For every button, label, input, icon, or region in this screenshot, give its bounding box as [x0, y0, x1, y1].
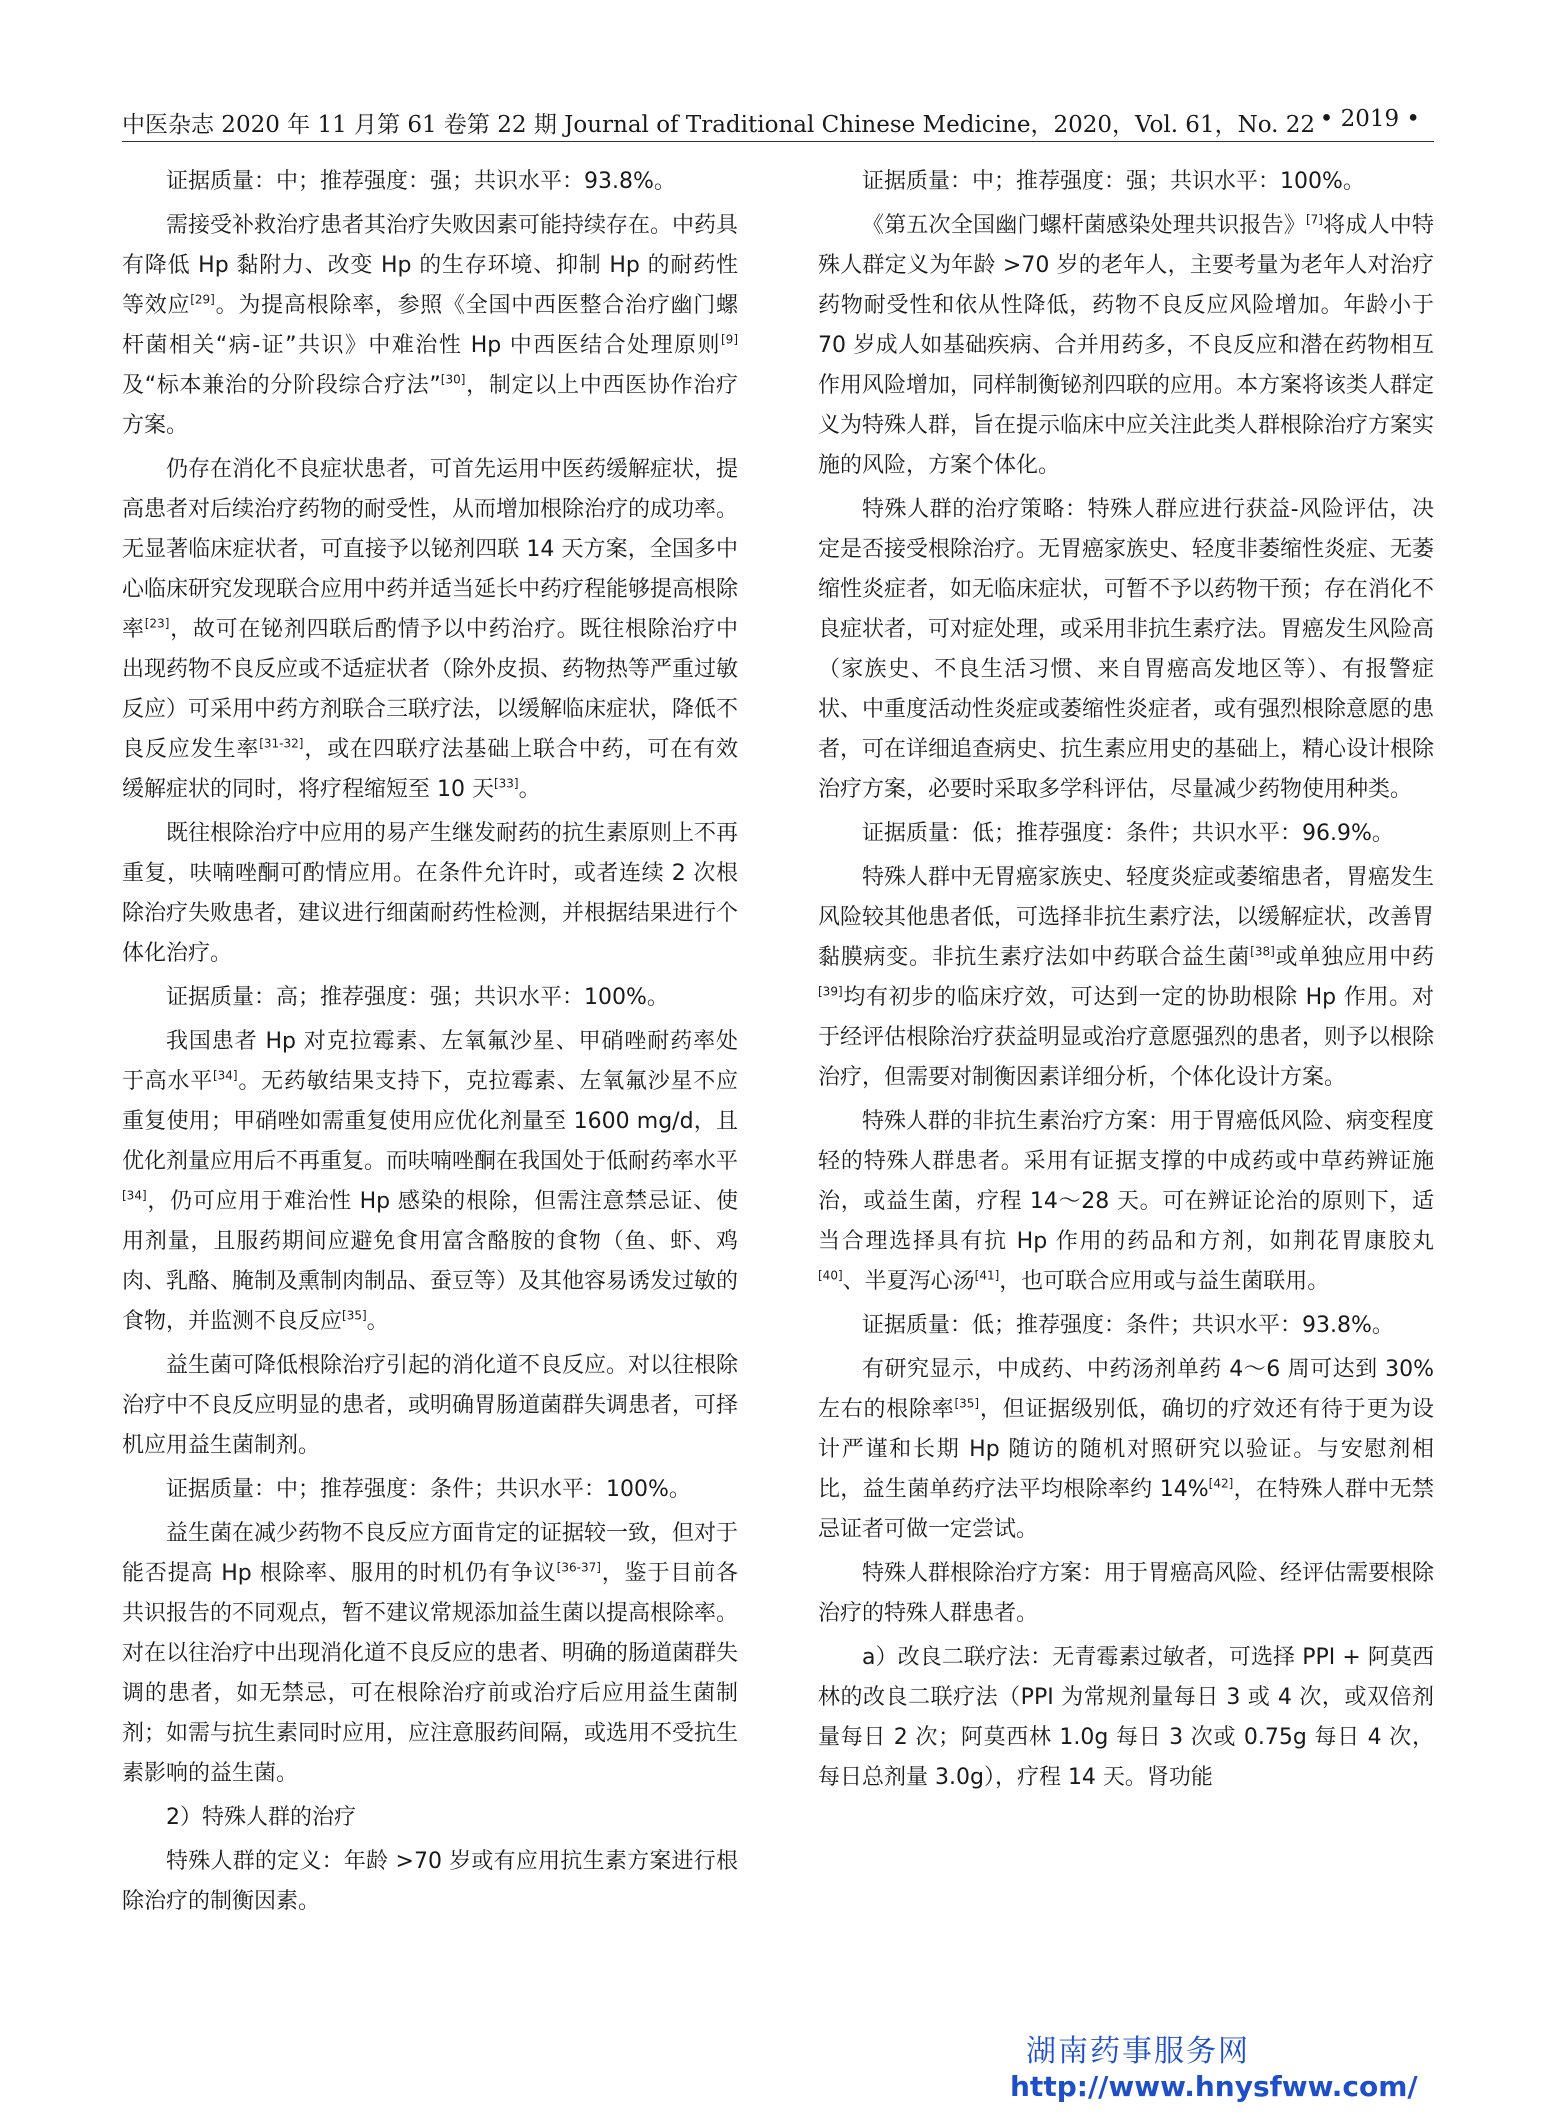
site-watermark [1010, 2034, 1450, 2104]
paragraph: 特殊人群的定义：年龄 >70 岁或有应用抗生素方案进行根除治疗的制衡因素。 [122, 1849, 738, 1914]
page-number: • 2019 • [1319, 106, 1420, 132]
section-heading: 2）特殊人群的治疗 [166, 1805, 356, 1830]
evidence-statement: 证据质量：中；推荐强度：条件；共识水平：100%。 [166, 1477, 691, 1502]
running-header [122, 102, 1434, 142]
evidence-statement: 证据质量：中；推荐强度：强；共识水平：100%。 [862, 169, 1365, 194]
watermark-url: http://www.hnysfww.com/ [1010, 2070, 1418, 2103]
paragraph: 益生菌在减少药物不良反应方面肯定的证据较一致，但对于能否提高 Hp 根除率、服用的时机仍有争议[36-37]，鉴于目前各共识报告的不同观点，暂不建议常规添加益生菌以提高根除率。对在以往治疗中出现消化道不良反应的患者、明确的肠道菌群失调的患者，如无禁忌，可在根除治疗前或治疗后应用益生菌制剂；如需与抗生素同时应用，应注意服药间隔，或选用不受抗生素影响的益生菌。 [122, 1521, 739, 1786]
left-column [122, 162, 738, 1926]
paragraph: 我国患者 Hp 对克拉霉素、左氧氟沙星、甲硝唑耐药率处于高水平[34]。无药敏结果支持下，克拉霉素、左氧氟沙星不应重复使用；甲硝唑如需重复使用应优化剂量至 1600 mg/d，且优化剂量应用后不再重复。而呋喃唑酮在我国处于低耐药率水平[34]，仍可应用于难治性 Hp 感染的根除，但需注意禁忌证、使用剂量，且服药期间应避免食用富含酪胺的食物（鱼、虾、鸡肉、乳酪、腌制及熏制肉制品、蚕豆等）及其他容易诱发过敏的食物，并监测不良反应[35]。 [122, 1029, 739, 1334]
evidence-statement: 证据质量：中；推荐强度：强；共识水平：93.8%。 [166, 169, 676, 194]
paragraph: 需接受补救治疗患者其治疗失败因素可能持续存在。中药具有降低 Hp 黏附力、改变 Hp 的生存环境、抑制 Hp 的耐药性等效应[29]。为提高根除率，参照《全国中西医整合治疗幽门螺杆菌相关“病-证”共识》中难治性 Hp 中西医结合处理原则[9]及“标本兼治的分阶段综合疗法”[30]，制定以上中西医协作治疗方案。 [122, 213, 739, 438]
evidence-statement: 证据质量：低；推荐强度：条件；共识水平：93.8%。 [862, 1313, 1394, 1338]
paragraph: 仍存在消化不良症状患者，可首先运用中医药缓解症状，提高患者对后续治疗药物的耐受性，从而增加根除治疗的成功率。无显著临床症状者，可直接予以铋剂四联 14 天方案，全国多中心临床研究发现联合应用中药并适当延长中药疗程能够提高根除率[23]，故可在铋剂四联后酌情予以中药治疗。既往根除治疗中出现药物不良反应或不适症状者（除外皮损、药物热等严重过敏反应）可采用中药方剂联合三联疗法，以缓解临床症状，降低不良反应发生率[31-32]，或在四联疗法基础上联合中药，可在有效缓解症状的同时，将疗程缩短至 10 天[33]。 [122, 457, 739, 802]
paragraph: a）改良二联疗法：无青霉素过敏者，可选择 PPI + 阿莫西林的改良二联疗法（PPI 为常规剂量每日 3 或 4 次，或双倍剂量每日 2 次；阿莫西林 1.0g 每日 3 次或 0.75g 每日 4 次，每日总剂量 3.0g），疗程 14 天。肾功能 [818, 1645, 1434, 1790]
paragraph: 益生菌可降低根除治疗引起的消化道不良反应。对以往根除治疗中不良反应明显的患者，或明确胃肠道菌群失调患者，可择机应用益生菌制剂。 [122, 1353, 739, 1458]
paragraph: 有研究显示，中成药、中药汤剂单药 4～6 周可达到 30% 左右的根除率[35]，但证据级别低，确切的疗效还有待于更为设计严谨和长期 Hp 随访的随机对照研究以验证。与安慰剂相比，益生菌单药疗法平均根除率约 14%[42]，在特殊人群中无禁忌证者可做一定尝试。 [818, 1357, 1434, 1542]
paragraph: 既往根除治疗中应用的易产生继发耐药的抗生素原则上不再重复，呋喃唑酮可酌情应用。在条件允许时，或者连续 2 次根除治疗失败患者，建议进行细菌耐药性检测，并根据结果进行个体化治疗。 [122, 821, 739, 966]
paragraph: 特殊人群根除治疗方案：用于胃癌高风险、经评估需要根除治疗的特殊人群患者。 [818, 1561, 1435, 1626]
right-column [818, 162, 1434, 1802]
watermark-site-name: 湖南药事服务网 [1026, 2034, 1250, 2069]
header-rule [122, 141, 1434, 142]
paragraph: 《第五次全国幽门螺杆菌感染处理共识报告》[7]将成人中特殊人群定义为年龄 >70 岁的老年人，主要考量为老年人对治疗药物耐受性和依从性降低，药物不良反应风险增加。年龄小于 70 岁成人如基础疾病、合并用药多，不良反应和潜在药物相互作用风险增加，同样制衡铋剂四联的应用。本方案将该类人群定义为特殊人群，旨在提示临床中应关注此类人群根除治疗方案实施的风险，方案个体化。 [818, 212, 1435, 478]
evidence-statement: 证据质量：低；推荐强度：条件；共识水平：96.9%。 [862, 821, 1394, 846]
paragraph: 特殊人群的非抗生素治疗方案：用于胃癌低风险、病变程度轻的特殊人群患者。采用有证据支撑的中成药或中草药辨证施治，或益生菌，疗程 14～28 天。可在辨证论治的原则下，适当合理选择具有抗 Hp 作用的药品和方剂，如荆花胃康胶丸[40]、半夏泻心汤[41]，也可联合应用或与益生菌联用。 [818, 1109, 1435, 1294]
paragraph: 特殊人群的治疗策略：特殊人群应进行获益-风险评估，决定是否接受根除治疗。无胃癌家族史、轻度非萎缩性炎症、无萎缩性炎症者，如无临床症状，可暂不予以药物干预；存在消化不良症状者，可对症处理，或采用非抗生素疗法。胃癌发生风险高（家族史、不良生活习惯、来自胃癌高发地区等）、有报警症状、中重度活动性炎症或萎缩性炎症者，或有强烈根除意愿的患者，可在详细追查病史、抗生素应用史的基础上，精心设计根除治疗方案，必要时采取多学科评估，尽量减少药物使用种类。 [818, 497, 1435, 802]
paragraph: 特殊人群中无胃癌家族史、轻度炎症或萎缩患者，胃癌发生风险较其他患者低，可选择非抗生素疗法，以缓解症状，改善胃黏膜病变。非抗生素疗法如中药联合益生菌[38]或单独应用中药[39]均有初步的临床疗效，可达到一定的协助根除 Hp 作用。对于经评估根除治疗获益明显或治疗意愿强烈的患者，则予以根除治疗，但需要对制衡因素详细分析，个体化设计方案。 [818, 865, 1435, 1090]
evidence-statement: 证据质量：高；推荐强度：强；共识水平：100%。 [166, 985, 669, 1010]
journal-citation: 中医杂志 2020 年 11 月第 61 卷第 22 期 Journal of Traditional Chinese Medicine，2020，Vol. 61，No. 22 [122, 112, 1316, 138]
